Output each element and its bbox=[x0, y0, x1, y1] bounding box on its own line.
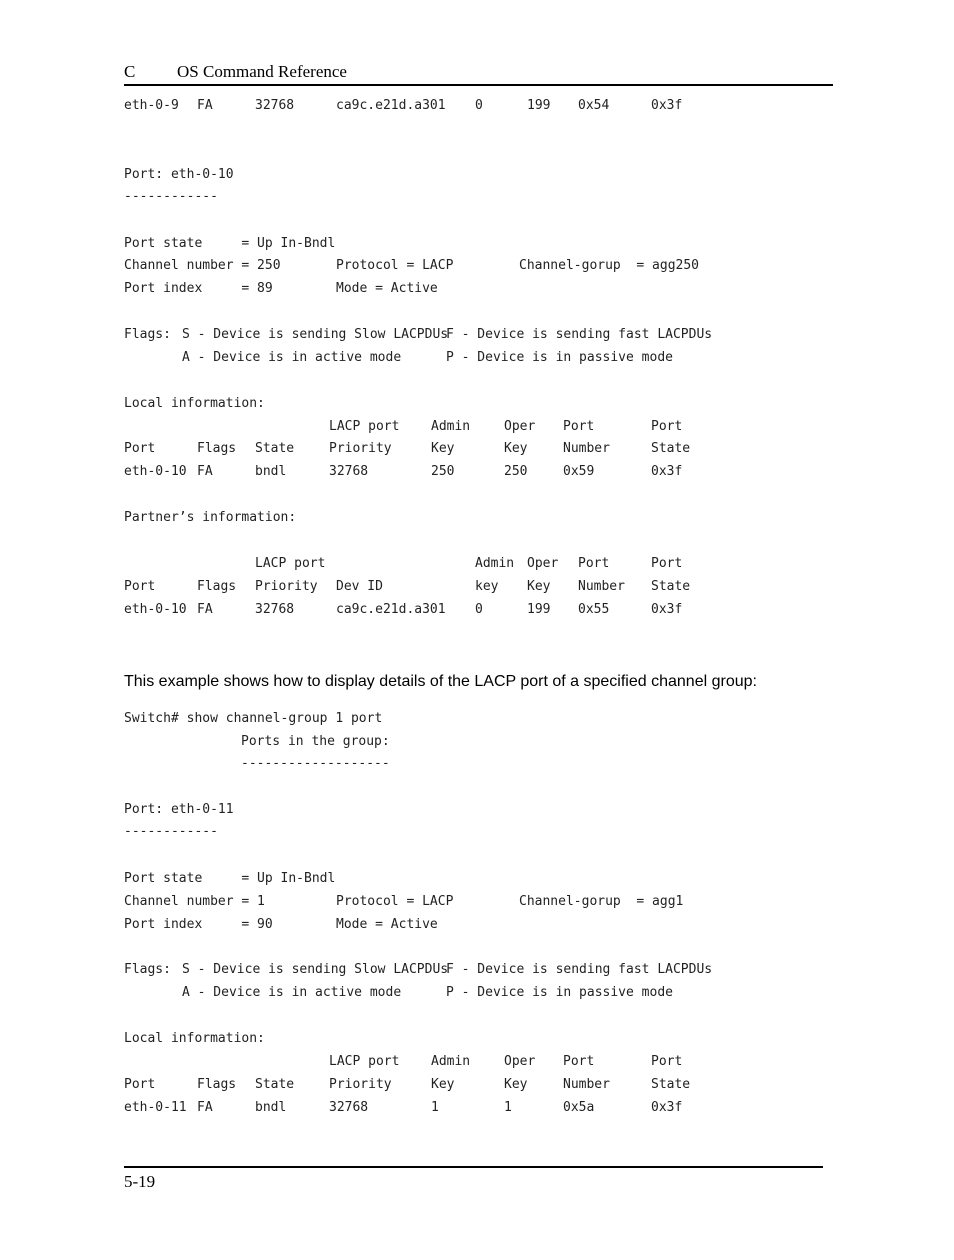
cell-admin-key: 250 bbox=[431, 464, 455, 479]
port-underline: ------------ bbox=[124, 824, 218, 839]
command-line: Switch# show channel-group 1 port bbox=[124, 711, 383, 726]
col-port: Port bbox=[563, 419, 595, 434]
port-heading: Port: eth-0-10 bbox=[124, 167, 234, 182]
flag-f: F - Device is sending fast LACPDUs bbox=[446, 327, 713, 342]
footer-rule bbox=[124, 1166, 823, 1168]
local-data-row bbox=[124, 464, 824, 480]
cell-priority: 32768 bbox=[255, 98, 295, 113]
header-title: OS Command Reference bbox=[177, 62, 347, 81]
cell-port-number: 0x59 bbox=[563, 464, 595, 479]
col-port: Port bbox=[578, 556, 610, 571]
flag-p: P - Device is in passive mode bbox=[446, 985, 673, 1000]
cell-port-state: 0x3f bbox=[651, 98, 683, 113]
col-key: Key bbox=[504, 1077, 528, 1092]
channel-number-line bbox=[124, 894, 824, 910]
local-info-title: Local information: bbox=[124, 1031, 265, 1046]
flag-s: S - Device is sending Slow LACPDUs bbox=[182, 962, 449, 977]
cell-admin-key: 1 bbox=[431, 1100, 439, 1115]
flag-s: S - Device is sending Slow LACPDUs bbox=[182, 327, 449, 342]
group-underline: ------------------- bbox=[241, 756, 390, 771]
cell-state: bndl bbox=[255, 1100, 287, 1115]
col-oper: Oper bbox=[527, 556, 559, 571]
mode: Mode = Active bbox=[336, 281, 438, 296]
col-number: Number bbox=[563, 441, 610, 456]
mode: Mode = Active bbox=[336, 917, 438, 932]
port-state-line: Port state = Up In-Bndl bbox=[124, 236, 336, 251]
protocol: Protocol = LACP bbox=[336, 894, 454, 909]
channel-number: Channel number = 250 bbox=[124, 258, 281, 273]
col-flags: Flags bbox=[197, 441, 237, 456]
flags-line-2 bbox=[124, 350, 824, 366]
flag-p: P - Device is in passive mode bbox=[446, 350, 673, 365]
cell-flags: FA bbox=[197, 464, 213, 479]
cell-dev-id: ca9c.e21d.a301 bbox=[336, 98, 446, 113]
partner-header-row-2 bbox=[124, 579, 824, 595]
col-port: Port bbox=[124, 579, 156, 594]
col-port: Port bbox=[124, 441, 156, 456]
col-port: Port bbox=[651, 1054, 683, 1069]
col-state: State bbox=[255, 441, 295, 456]
col-state: State bbox=[255, 1077, 295, 1092]
flag-a: A - Device is in active mode bbox=[182, 350, 402, 365]
cell-priority: 32768 bbox=[329, 1100, 369, 1115]
col-admin: Admin bbox=[475, 556, 515, 571]
local-header-row-1 bbox=[124, 1054, 824, 1070]
channel-number: Channel number = 1 bbox=[124, 894, 265, 909]
col-oper: Oper bbox=[504, 419, 536, 434]
col-port: Port bbox=[124, 1077, 156, 1092]
flags-label: Flags: bbox=[124, 962, 171, 977]
col-state: State bbox=[651, 1077, 691, 1092]
cell-port: eth-0-9 bbox=[124, 98, 179, 113]
local-header-row-2 bbox=[124, 1077, 824, 1093]
flags-line-1 bbox=[124, 327, 824, 343]
example-description: This example shows how to display details of the LACP port of a specified channel group: bbox=[124, 673, 757, 690]
col-key: key bbox=[475, 579, 499, 594]
partner-header-row-1 bbox=[124, 556, 824, 572]
col-lacp-port: LACP port bbox=[255, 556, 326, 571]
col-flags: Flags bbox=[197, 1077, 237, 1092]
cell-oper-key: 199 bbox=[527, 98, 551, 113]
col-key: Key bbox=[527, 579, 551, 594]
port-underline: ------------ bbox=[124, 189, 218, 204]
cell-port-state: 0x3f bbox=[651, 464, 683, 479]
col-number: Number bbox=[578, 579, 625, 594]
cell-state: bndl bbox=[255, 464, 287, 479]
flags-line-2 bbox=[124, 985, 824, 1001]
port-index: Port index = 90 bbox=[124, 917, 273, 932]
col-admin: Admin bbox=[431, 1054, 471, 1069]
page-header bbox=[124, 62, 833, 84]
cell-admin-key: 0 bbox=[475, 602, 483, 617]
col-admin: Admin bbox=[431, 419, 471, 434]
cell-flags: FA bbox=[197, 602, 213, 617]
cell-port-state: 0x3f bbox=[651, 602, 683, 617]
col-state: State bbox=[651, 441, 691, 456]
port-index-line bbox=[124, 281, 824, 297]
col-port: Port bbox=[651, 556, 683, 571]
channel-group: Channel-gorup = agg1 bbox=[519, 894, 684, 909]
col-port: Port bbox=[563, 1054, 595, 1069]
flags-label: Flags: bbox=[124, 327, 171, 342]
cell-port-number: 0x54 bbox=[578, 98, 610, 113]
col-state: State bbox=[651, 579, 691, 594]
local-header-row-1 bbox=[124, 419, 824, 435]
channel-number-line bbox=[124, 258, 824, 274]
cell-port: eth-0-10 bbox=[124, 464, 187, 479]
col-lacp-port: LACP port bbox=[329, 1054, 400, 1069]
cell-admin-key: 0 bbox=[475, 98, 483, 113]
partner-data-row bbox=[124, 602, 824, 618]
group-title: Ports in the group: bbox=[241, 734, 390, 749]
col-oper: Oper bbox=[504, 1054, 536, 1069]
header-rule bbox=[124, 84, 833, 86]
local-data-row bbox=[124, 1100, 824, 1116]
cell-oper-key: 250 bbox=[504, 464, 528, 479]
port-index-line bbox=[124, 917, 824, 933]
col-port: Port bbox=[651, 419, 683, 434]
flag-a: A - Device is in active mode bbox=[182, 985, 402, 1000]
port-state-line: Port state = Up In-Bndl bbox=[124, 871, 336, 886]
cell-oper-key: 1 bbox=[504, 1100, 512, 1115]
cell-port-state: 0x3f bbox=[651, 1100, 683, 1115]
port-index: Port index = 89 bbox=[124, 281, 273, 296]
port-heading: Port: eth-0-11 bbox=[124, 802, 234, 817]
prev-port-row bbox=[124, 98, 824, 114]
local-header-row-2 bbox=[124, 441, 824, 457]
cell-port: eth-0-11 bbox=[124, 1100, 187, 1115]
cell-dev-id: ca9c.e21d.a301 bbox=[336, 602, 446, 617]
cell-priority: 32768 bbox=[255, 602, 295, 617]
col-key: Key bbox=[504, 441, 528, 456]
cell-flags: FA bbox=[197, 1100, 213, 1115]
flags-line-1 bbox=[124, 962, 824, 978]
col-key: Key bbox=[431, 1077, 455, 1092]
col-priority: Priority bbox=[255, 579, 318, 594]
protocol: Protocol = LACP bbox=[336, 258, 454, 273]
cell-port-number: 0x55 bbox=[578, 602, 610, 617]
col-flags: Flags bbox=[197, 579, 237, 594]
flag-f: F - Device is sending fast LACPDUs bbox=[446, 962, 713, 977]
channel-group: Channel-gorup = agg250 bbox=[519, 258, 700, 273]
col-key: Key bbox=[431, 441, 455, 456]
cell-oper-key: 199 bbox=[527, 602, 551, 617]
page-number: 5-19 bbox=[124, 1172, 156, 1191]
cell-port-number: 0x5a bbox=[563, 1100, 595, 1115]
cell-priority: 32768 bbox=[329, 464, 369, 479]
col-priority: Priority bbox=[329, 1077, 392, 1092]
col-dev-id: Dev ID bbox=[336, 579, 383, 594]
col-number: Number bbox=[563, 1077, 610, 1092]
partner-info-title: Partner’s information: bbox=[124, 510, 297, 525]
local-info-title: Local information: bbox=[124, 396, 265, 411]
cell-flags: FA bbox=[197, 98, 213, 113]
chapter-letter: C bbox=[124, 62, 136, 81]
col-priority: Priority bbox=[329, 441, 392, 456]
col-lacp-port: LACP port bbox=[329, 419, 400, 434]
cell-port: eth-0-10 bbox=[124, 602, 187, 617]
